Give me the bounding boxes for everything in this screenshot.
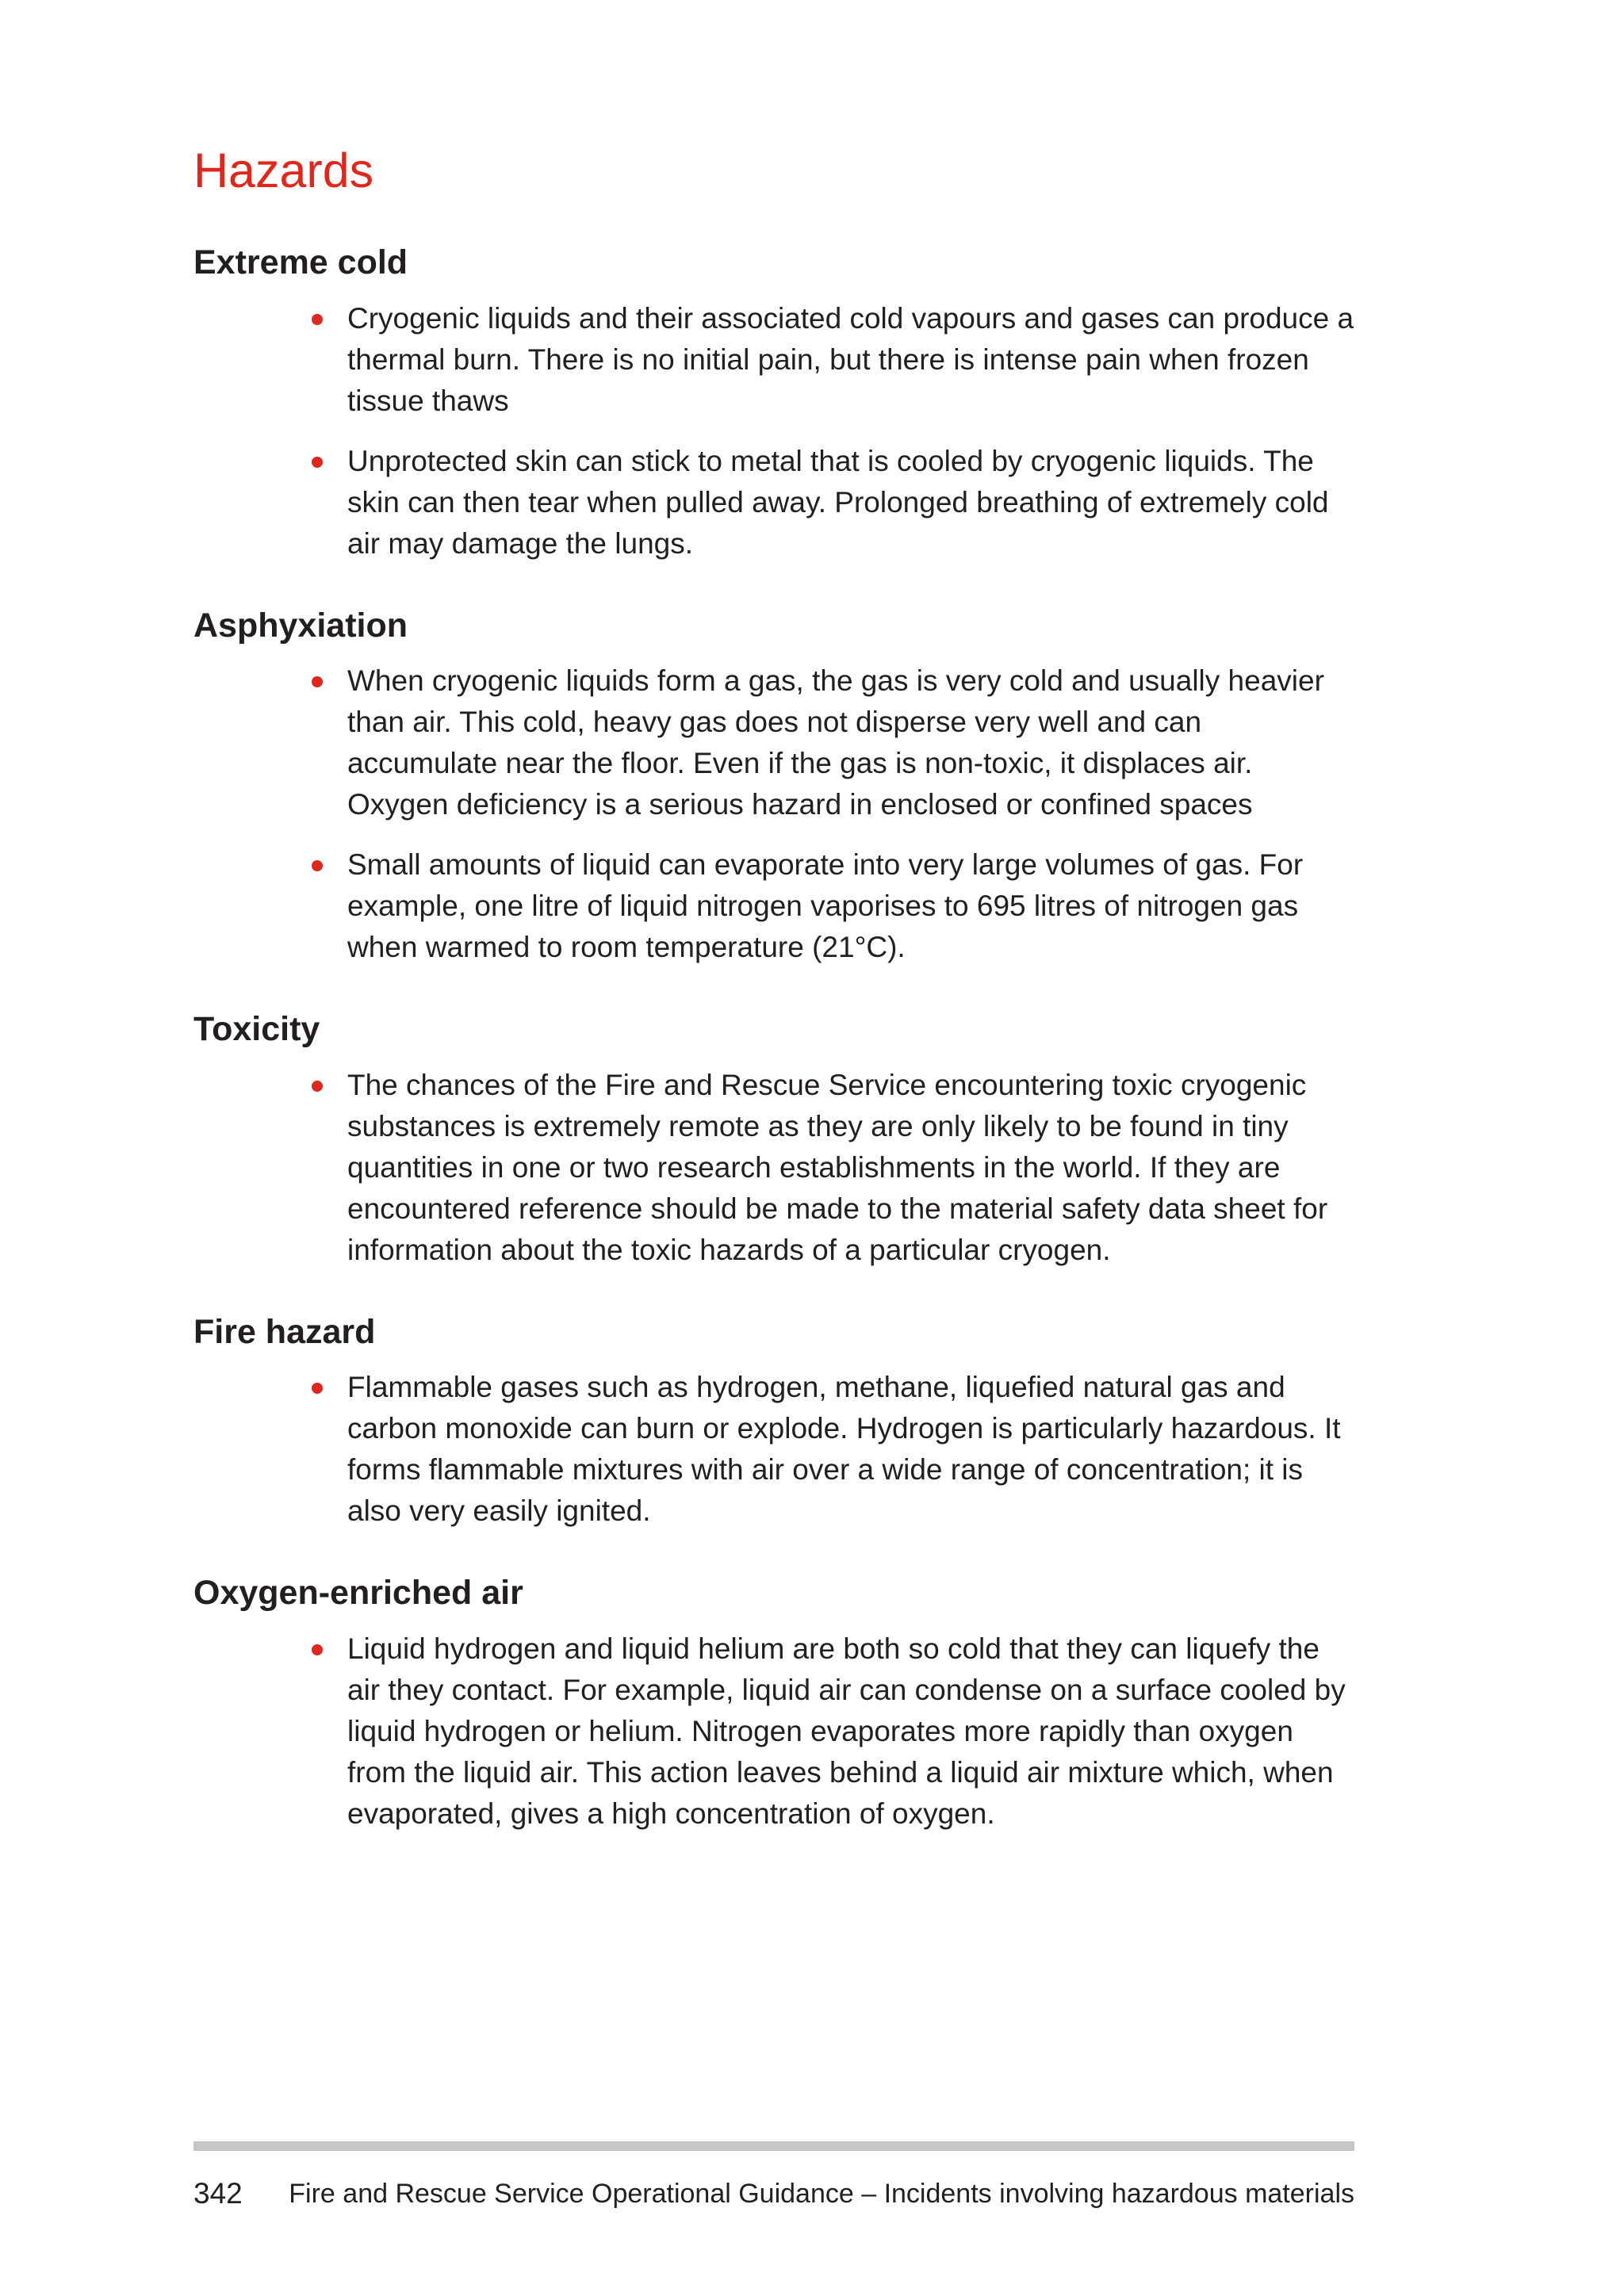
bullet-list	[193, 1065, 1359, 1271]
footer-document-title: Fire and Rescue Service Operational Guidance – Incidents involving hazardous materials	[289, 2179, 1354, 2209]
list-item	[347, 298, 1359, 422]
section-heading: Extreme cold	[193, 243, 408, 281]
bullet-list	[193, 660, 1359, 968]
list-item	[347, 1367, 1359, 1532]
list-item	[347, 1628, 1359, 1835]
page-number: 342	[193, 2177, 243, 2210]
list-item-text: When cryogenic liquids form a gas, the gas is very cold and usually heavier than air. This cold, heavy gas does not disperse very well and can accumulate near the floor. Even if the gas is non-toxic, it displaces air. Oxygen deficiency is a serious hazard in enclosed or confined spaces	[347, 664, 1324, 821]
bullet-icon	[312, 860, 323, 871]
section-heading: Fire hazard	[193, 1312, 376, 1351]
list-item-text: Unprotected skin can stick to metal that is cooled by cryogenic liquids. The skin can then tear when pulled away. Prolonged breathing of extremely cold air may damage the lungs.	[347, 444, 1329, 560]
page-title: Hazards	[193, 144, 374, 197]
bullet-icon	[312, 314, 323, 325]
bullet-icon	[312, 457, 323, 468]
section-fire-hazard	[193, 1312, 1359, 1533]
section-heading: Asphyxiation	[193, 606, 408, 645]
bullet-icon	[312, 1081, 323, 1092]
bullet-list	[193, 1367, 1359, 1532]
bullet-icon	[312, 676, 323, 687]
list-item-text: Cryogenic liquids and their associated cold vapours and gases can produce a thermal burn. There is no initial pain, but there is intense pain when frozen tissue thaws	[347, 301, 1354, 417]
page-content	[193, 243, 1359, 1876]
list-item-text: Small amounts of liquid can evaporate into very large volumes of gas. For example, one litre of liquid nitrogen vaporises to 695 litres of nitrogen gas when warmed to room temperature (21°C).	[347, 848, 1304, 964]
section-heading: Toxicity	[193, 1010, 320, 1049]
list-item-text: The chances of the Fire and Rescue Service encountering toxic cryogenic substances is extremely remote as they are only likely to be found in tiny quantities in one or two research establishments in the world. If they are encountered reference should be made to the material safety data sheet for information about the toxic hazards of a particular cryogen.	[347, 1068, 1328, 1266]
section-oxygen-enriched-air	[193, 1573, 1359, 1835]
bullet-list	[193, 1628, 1359, 1835]
page-footer	[193, 2174, 1354, 2214]
footer-rule	[193, 2141, 1354, 2151]
list-item	[347, 1065, 1359, 1271]
bullet-icon	[312, 1644, 323, 1655]
list-item-text: Flammable gases such as hydrogen, methane, liquefied natural gas and carbon monoxide can burn or explode. Hydrogen is particularly hazardous. It forms flammable mixtures with air over a wide range of concentration; it is also very easily ignited.	[347, 1371, 1341, 1528]
list-item	[347, 441, 1359, 564]
section-toxicity	[193, 1009, 1359, 1271]
list-item	[347, 844, 1359, 968]
section-heading: Oxygen-enriched air	[193, 1574, 523, 1613]
list-item-text: Liquid hydrogen and liquid helium are both so cold that they can liquefy the air they contact. For example, liquid air can condense on a surface cooled by liquid hydrogen or helium. Nitrogen evaporates more rapidly than oxygen from the liquid air. This action leaves behind a liquid air mixture which, when evaporated, gives a high concentration of oxygen.	[347, 1632, 1346, 1830]
bullet-icon	[312, 1383, 323, 1394]
list-item	[347, 660, 1359, 825]
section-asphyxiation	[193, 606, 1359, 969]
bullet-list	[193, 298, 1359, 564]
section-extreme-cold	[193, 243, 1359, 564]
